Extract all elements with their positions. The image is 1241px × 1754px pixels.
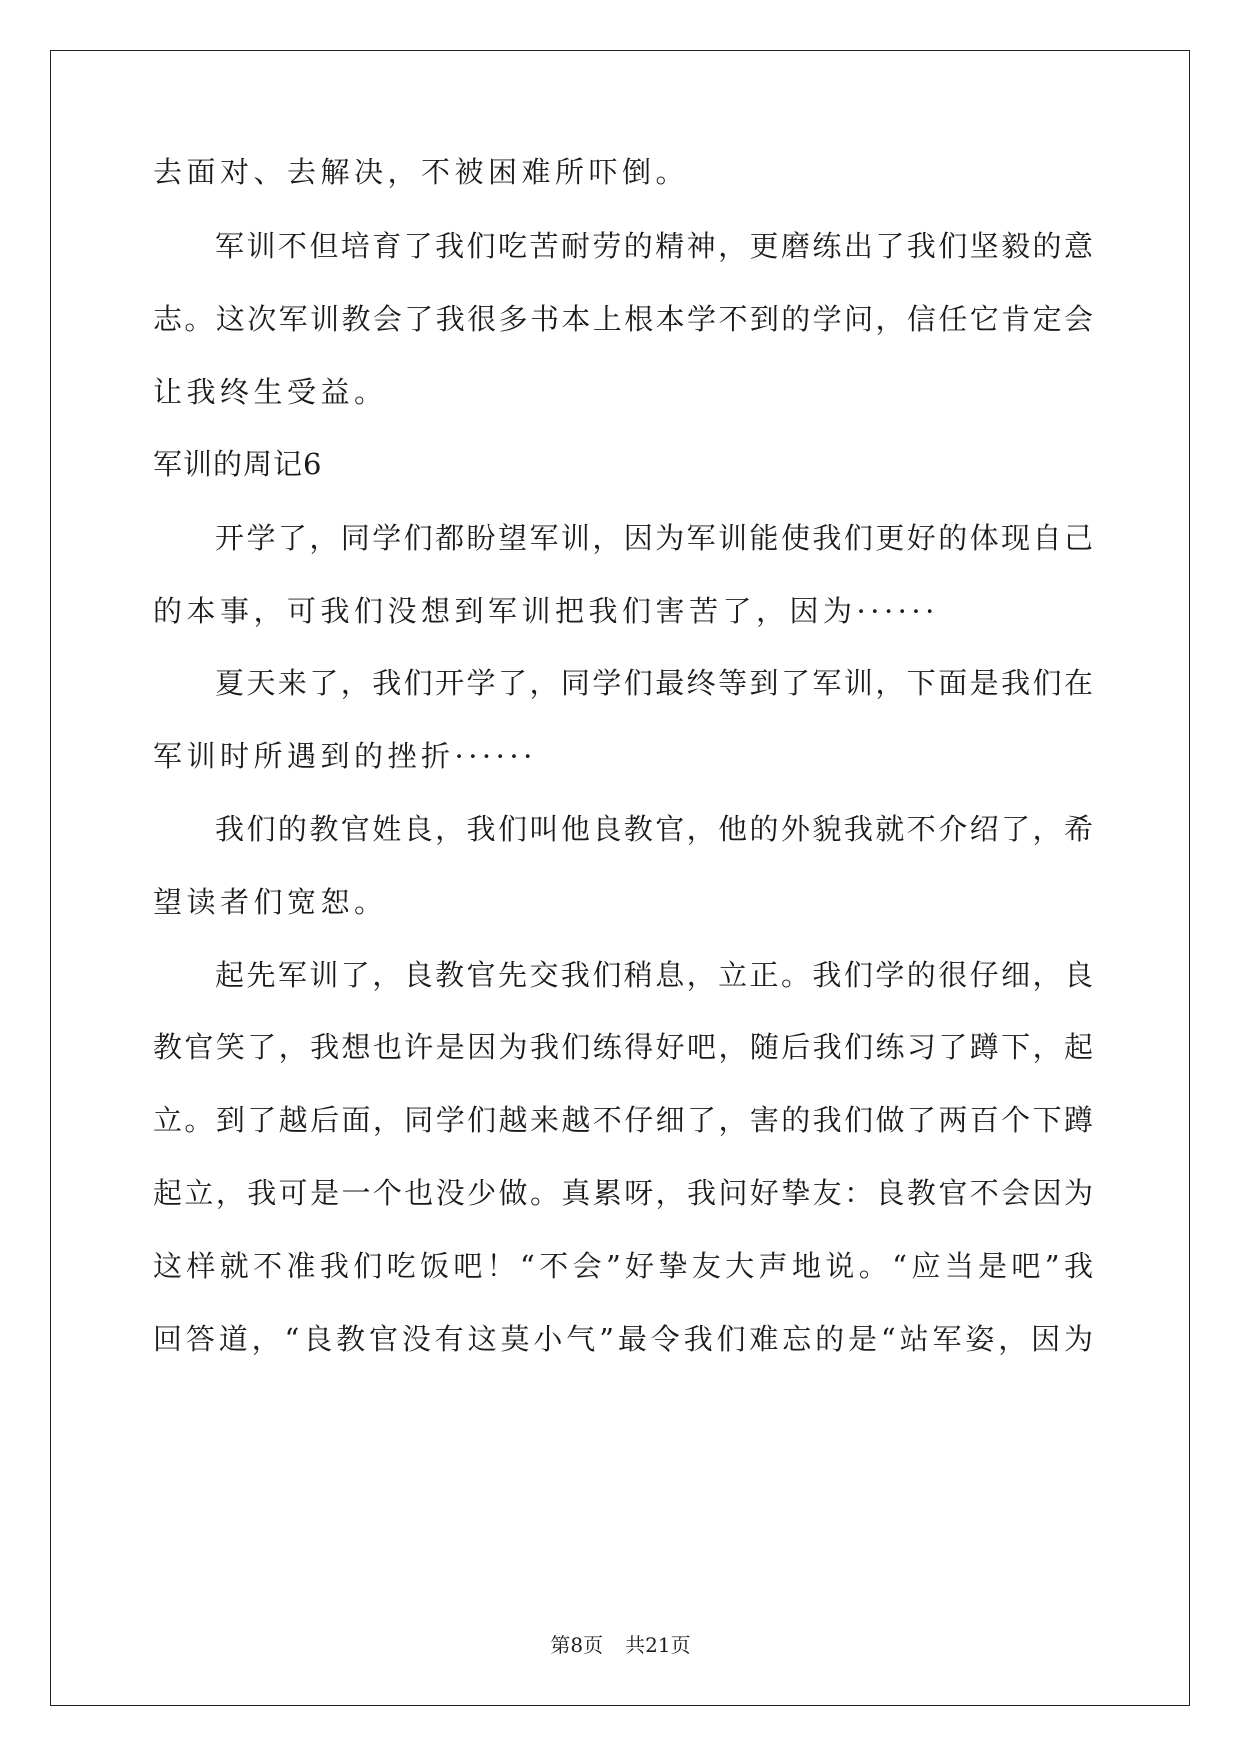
text-line: 志。这次军训教会了我很多书本上根本学不到的学问，信任它肯定会 <box>153 302 1093 336</box>
text-line: 起立，我可是一个也没少做。真累呀，我问好挚友：良教官不会因为 <box>153 1176 1093 1210</box>
paragraph-line: 我们的教官姓良，我们叫他良教官，他的外貌我就不介绍了，希 <box>215 812 1093 846</box>
page-total: 共21页 <box>625 1633 691 1657</box>
page-number: 第8页 <box>550 1633 604 1657</box>
text-line: 让我终生受益。 <box>153 375 388 409</box>
text-line: 这样就不准我们吃饭吧！“不会”好挚友大声地说。“应当是吧”我 <box>153 1249 1093 1283</box>
paragraph-line: 起先军训了，良教官先交我们稍息，立正。我们学的很仔细，良 <box>215 958 1093 992</box>
text-line: 望读者们宽恕。 <box>153 885 388 919</box>
text-line: 教官笑了，我想也许是因为我们练得好吧，随后我们练习了蹲下，起 <box>153 1030 1093 1064</box>
text-line: 去面对、去解决，不被困难所吓倒。 <box>153 155 690 189</box>
page-footer <box>0 1632 1241 1658</box>
paragraph-line: 开学了，同学们都盼望军训，因为军训能使我们更好的体现自己 <box>215 521 1093 555</box>
paragraph-line: 夏天来了，我们开学了，同学们最终等到了军训，下面是我们在 <box>215 666 1093 700</box>
text-line: 军训时所遇到的挫折······ <box>153 739 537 773</box>
section-heading: 军训的周记6 <box>153 447 323 481</box>
paragraph-line: 军训不但培育了我们吃苦耐劳的精神，更磨练出了我们坚毅的意 <box>215 229 1093 263</box>
text-line: 回答道，“良教官没有这莫小气”最令我们难忘的是“站军姿，因为 <box>153 1322 1093 1356</box>
text-line: 立。到了越后面，同学们越来越不仔细了，害的我们做了两百个下蹲 <box>153 1103 1093 1137</box>
text-line: 的本事，可我们没想到军训把我们害苦了，因为······ <box>153 594 939 628</box>
